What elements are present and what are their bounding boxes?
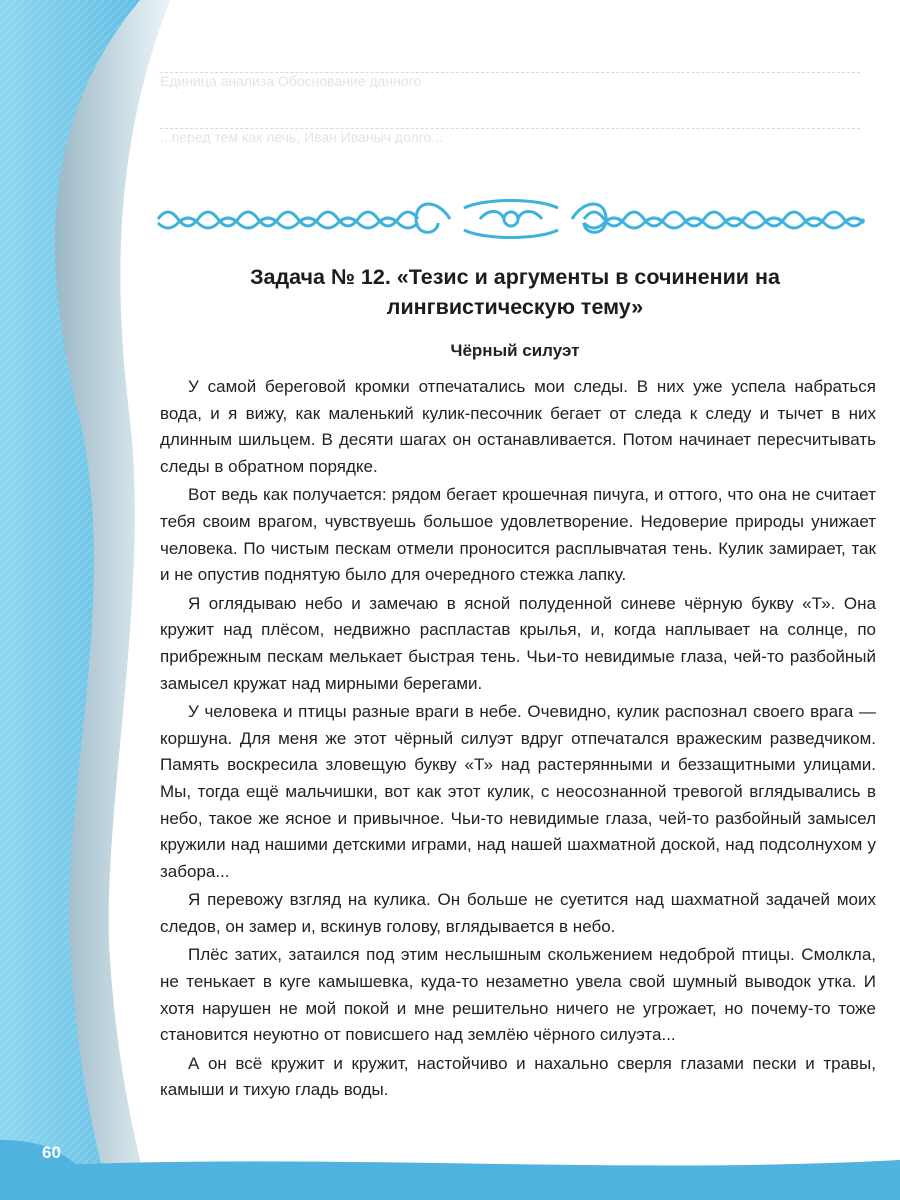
paragraph: А он всё кружит и кружит, настойчиво и нахально сверля глазами пески и травы, камыши и тихую гладь воды. xyxy=(160,1053,876,1100)
bleed-through-line: Единица анализа Обоснование данного xyxy=(160,72,860,103)
task-title: Задача № 12. «Тезис и аргументы в сочинении на лингвистическую тему» xyxy=(250,265,780,319)
paragraph: Плёс затих, затаился под этим неслышным скольжением недоброй птицы. Смолкла, не тенькает в куге камышевка, куда-то незаметно увела свой шумный выводок утка. И хотя нарушен не мой покой и мне решительно ничего не угрожает, но почему-то тоже становится неуютно от повисшего над землёю чёрного силуэта... xyxy=(160,945,876,1045)
paragraph: У самой береговой кромки отпечатались мои следы. В них уже успела набраться вода, и я вижу, как маленький кулик-песочник бегает от следа к следу и тычет в них длинным шильцем. В десяти шагах он останавливается. Потом начинает пересчитывать следы в обратном порядке. xyxy=(160,377,876,476)
bleed-through-line: ...перед тем как лечь, Иван Иваныч долго... xyxy=(160,128,860,159)
body-text xyxy=(160,374,876,1106)
paragraph: Я оглядываю небо и замечаю в ясной полуденной синеве чёрную букву «Т». Она кружит над плёсом, недвижно распластав крылья, и, когда наплывает на солнце, по прибрежным пескам мелькает быстрая тень. Чьи-то невидимые глаза, чей-то разбойный замысел кружат над мирными берегами. xyxy=(160,593,876,693)
paragraph: Вот ведь как получается: рядом бегает крошечная пичуга, и оттого, что она не считает тебя своим врагом, чувствуешь большое удовлетворение. Недоверие природы унижает человека. По чистым пескам отмели проносится расплывчатая тень. Кулик замирает, так и не опустив поднятую было для очередного стежка лапку. xyxy=(160,485,876,585)
paragraph: У человека и птицы разные враги в небе. Очевидно, кулик распознал своего врага — коршуна. Для меня же этот чёрный силуэт вдруг отпечатался вражеским разведчиком. Память воскресила зловещую букву «Т» над растерянными и беззащитными улицами. Мы, тогда ещё мальчишки, вот как этот кулик, с неосознанной тревогой вглядывались в небо, такое же ясное и привычное. Чьи-то невидимые глаза, чей-то разбойный замысел кружили над нашими детскими играми, над нашей шахматной доской, над подсолнухом у забора... xyxy=(160,702,876,881)
decorative-ornament-divider xyxy=(150,196,872,242)
paragraph: Я перевожу взгляд на кулика. Он больше не суетится над шахматной задачей моих следов, он замер и, вскинув голову, вглядывается в небо. xyxy=(160,890,876,936)
text-title: Чёрный силуэт xyxy=(450,341,580,360)
page-number: 60 xyxy=(42,1143,61,1162)
